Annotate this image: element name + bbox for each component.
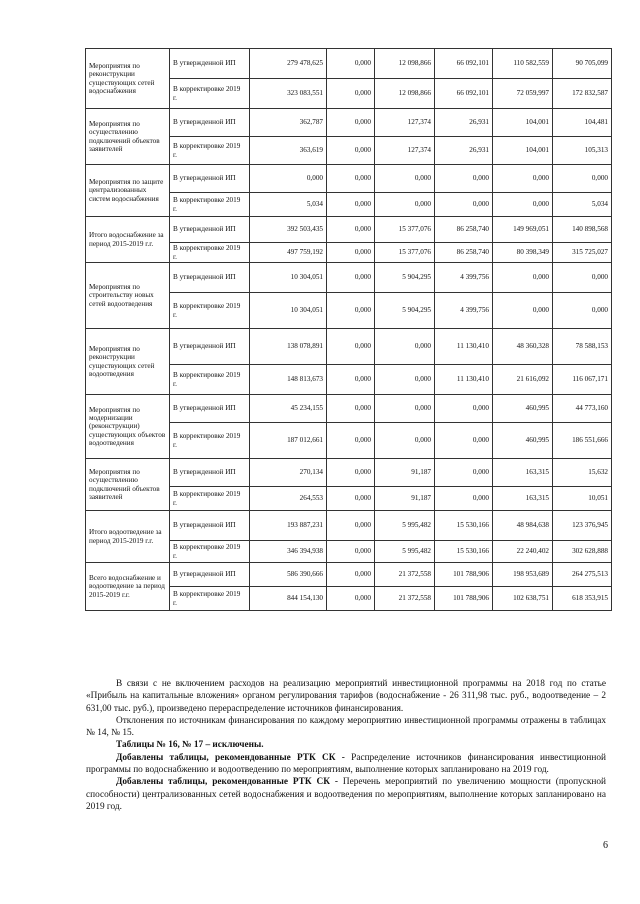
value-cell: 15 530,166 [435, 541, 493, 563]
value-cell: 45 234,155 [250, 395, 327, 423]
value-cell: 10,051 [553, 487, 612, 511]
value-cell: 0,000 [327, 137, 375, 165]
value-cell: 0,000 [435, 395, 493, 423]
row-label: В утвержденной ИП [170, 563, 250, 587]
body-text [86, 678, 606, 813]
value-cell: 0,000 [327, 563, 375, 587]
row-label: В корректировке 2019 г. [170, 423, 250, 459]
value-cell: 0,000 [327, 395, 375, 423]
value-cell: 66 092,101 [435, 49, 493, 79]
value-cell: 0,000 [435, 459, 493, 487]
row-label: В утвержденной ИП [170, 109, 250, 137]
value-cell: 91,187 [375, 487, 435, 511]
value-cell: 5 904,295 [375, 263, 435, 293]
value-cell: 21 372,558 [375, 563, 435, 587]
paragraph-4 [86, 752, 606, 777]
value-cell: 5,034 [553, 193, 612, 217]
value-cell: 123 376,945 [553, 511, 612, 541]
value-cell: 44 773,160 [553, 395, 612, 423]
value-cell: 362,787 [250, 109, 327, 137]
added-tables-text-2: Перечень мероприятий по увеличению мощности (пропускной способности) централизованных сетей водоснабжения и водоотведения по мероприятиям, выполнение которых запланировано на 2019 год. [86, 777, 606, 812]
value-cell: 0,000 [493, 193, 553, 217]
value-cell: 12 098,866 [375, 49, 435, 79]
value-cell: 363,619 [250, 137, 327, 165]
value-cell: 0,000 [327, 365, 375, 395]
value-cell: 0,000 [250, 165, 327, 193]
row-label: В утвержденной ИП [170, 329, 250, 365]
value-cell: 11 130,410 [435, 329, 493, 365]
value-cell: 21 616,092 [493, 365, 553, 395]
value-cell: 0,000 [375, 329, 435, 365]
table-row [86, 109, 612, 137]
row-label: В утвержденной ИП [170, 217, 250, 243]
value-cell: 48 984,638 [493, 511, 553, 541]
value-cell: 86 258,740 [435, 243, 493, 263]
value-cell: 0,000 [327, 109, 375, 137]
value-cell: 66 092,101 [435, 79, 493, 109]
value-cell: 0,000 [327, 511, 375, 541]
value-cell: 0,000 [375, 423, 435, 459]
value-cell: 0,000 [327, 79, 375, 109]
paragraph-1: В связи с не включением расходов на реализацию мероприятий инвестиционной программы на 2018 год по статье «Прибыль на капитальные вложения» органом регулирования тарифов (водоснабжение - 26 311,98 тыс. руб., водоотведение – 2 631,00 тыс. руб.), произведено перераспределение источников финансирования. [86, 679, 606, 714]
page-number: 6 [603, 840, 608, 851]
table-row [86, 329, 612, 365]
value-cell: 80 398,349 [493, 243, 553, 263]
value-cell: 497 759,192 [250, 243, 327, 263]
paragraph-3 [86, 739, 606, 751]
value-cell: 138 078,891 [250, 329, 327, 365]
table-row [86, 217, 612, 243]
table-row [86, 395, 612, 423]
measure-name: Всего водоснабжение и водоотведение за период 2015-2019 г.г. [86, 563, 170, 611]
value-cell: 172 832,587 [553, 79, 612, 109]
value-cell: 0,000 [435, 193, 493, 217]
value-cell: 4 399,756 [435, 293, 493, 329]
value-cell: 0,000 [327, 217, 375, 243]
row-label: В корректировке 2019 г. [170, 587, 250, 611]
row-label: В утвержденной ИП [170, 511, 250, 541]
value-cell: 279 478,625 [250, 49, 327, 79]
value-cell: 15 377,076 [375, 217, 435, 243]
value-cell: 163,315 [493, 487, 553, 511]
row-label: В утвержденной ИП [170, 165, 250, 193]
value-cell: 104,001 [493, 109, 553, 137]
value-cell: 186 551,666 [553, 423, 612, 459]
value-cell: 0,000 [375, 165, 435, 193]
value-cell: 104,001 [493, 137, 553, 165]
row-label: В корректировке 2019 г. [170, 137, 250, 165]
tables-excluded-note: Таблицы № 16, № 17 – исключены. [116, 740, 264, 751]
value-cell: 264 275,513 [553, 563, 612, 587]
value-cell: 116 067,171 [553, 365, 612, 395]
value-cell: 91,187 [375, 459, 435, 487]
value-cell: 163,315 [493, 459, 553, 487]
value-cell: 0,000 [493, 293, 553, 329]
investment-table [85, 48, 612, 611]
value-cell: 0,000 [375, 395, 435, 423]
value-cell: 270,134 [250, 459, 327, 487]
paragraph-5 [86, 776, 606, 813]
value-cell: 618 353,915 [553, 587, 612, 611]
measure-name: Мероприятия по реконструкции существующих сетей водоснабжения [86, 49, 170, 109]
measure-name: Мероприятия по модернизации (реконструкции) существующих объектов водоотведения [86, 395, 170, 459]
value-cell: 0,000 [327, 293, 375, 329]
value-cell: 0,000 [553, 293, 612, 329]
value-cell: 586 390,666 [250, 563, 327, 587]
value-cell: 0,000 [435, 423, 493, 459]
row-label: В корректировке 2019 г. [170, 487, 250, 511]
value-cell: 90 705,099 [553, 49, 612, 79]
value-cell: 193 887,231 [250, 511, 327, 541]
added-tables-label-1: Добавлены таблицы, рекомендованные РТК СК - [116, 752, 345, 763]
value-cell: 0,000 [327, 193, 375, 217]
value-cell: 0,000 [493, 165, 553, 193]
value-cell: 148 813,673 [250, 365, 327, 395]
value-cell: 140 898,568 [553, 217, 612, 243]
row-label: В утвержденной ИП [170, 263, 250, 293]
measure-name: Итого водоснабжение за период 2015-2019 г.г. [86, 217, 170, 263]
measure-name: Итого водоотведение за период 2015-2019 г.г. [86, 511, 170, 563]
value-cell: 187 012,661 [250, 423, 327, 459]
value-cell: 149 969,051 [493, 217, 553, 243]
value-cell: 22 240,402 [493, 541, 553, 563]
value-cell: 198 953,689 [493, 563, 553, 587]
row-label: В утвержденной ИП [170, 395, 250, 423]
table-row [86, 511, 612, 541]
value-cell: 78 588,153 [553, 329, 612, 365]
paragraph-2: Отклонения по источникам финансирования по каждому мероприятию инвестиционной программы отражены в таблицах № 14, № 15. [86, 715, 606, 739]
value-cell: 346 394,938 [250, 541, 327, 563]
value-cell: 0,000 [327, 263, 375, 293]
value-cell: 0,000 [327, 243, 375, 263]
measure-name: Мероприятия по осуществлению подключений объектов заявителей [86, 109, 170, 165]
value-cell: 5,034 [250, 193, 327, 217]
value-cell: 4 399,756 [435, 263, 493, 293]
value-cell: 315 725,027 [553, 243, 612, 263]
table-row [86, 49, 612, 79]
value-cell: 11 130,410 [435, 365, 493, 395]
value-cell: 0,000 [435, 487, 493, 511]
value-cell: 264,553 [250, 487, 327, 511]
value-cell: 0,000 [493, 263, 553, 293]
value-cell: 21 372,558 [375, 587, 435, 611]
value-cell: 0,000 [327, 423, 375, 459]
value-cell: 0,000 [327, 541, 375, 563]
measure-name: Мероприятия по защите централизованных систем водоснабжения [86, 165, 170, 217]
value-cell: 844 154,130 [250, 587, 327, 611]
value-cell: 12 098,866 [375, 79, 435, 109]
value-cell: 5 995,482 [375, 511, 435, 541]
value-cell: 15,632 [553, 459, 612, 487]
table-row [86, 563, 612, 587]
value-cell: 323 083,551 [250, 79, 327, 109]
value-cell: 101 788,906 [435, 587, 493, 611]
value-cell: 26,931 [435, 137, 493, 165]
table-row [86, 459, 612, 487]
value-cell: 0,000 [553, 263, 612, 293]
row-label: В утвержденной ИП [170, 49, 250, 79]
value-cell: 72 059,997 [493, 79, 553, 109]
value-cell: 0,000 [327, 587, 375, 611]
value-cell: 0,000 [327, 459, 375, 487]
measure-name: Мероприятия по строительству новых сетей водоотведения [86, 263, 170, 329]
value-cell: 48 360,328 [493, 329, 553, 365]
value-cell: 10 304,051 [250, 263, 327, 293]
value-cell: 0,000 [327, 329, 375, 365]
row-label: В корректировке 2019 г. [170, 293, 250, 329]
table-row [86, 263, 612, 293]
value-cell: 15 377,076 [375, 243, 435, 263]
value-cell: 0,000 [327, 487, 375, 511]
value-cell: 15 530,166 [435, 511, 493, 541]
value-cell: 0,000 [375, 365, 435, 395]
value-cell: 127,374 [375, 137, 435, 165]
value-cell: 302 628,888 [553, 541, 612, 563]
value-cell: 102 638,751 [493, 587, 553, 611]
added-tables-label-2: Добавлены таблицы, рекомендованные РТК СК - [116, 777, 338, 788]
value-cell: 86 258,740 [435, 217, 493, 243]
value-cell: 26,931 [435, 109, 493, 137]
value-cell: 101 788,906 [435, 563, 493, 587]
value-cell: 5 995,482 [375, 541, 435, 563]
value-cell: 127,374 [375, 109, 435, 137]
row-label: В корректировке 2019 г. [170, 79, 250, 109]
value-cell: 0,000 [327, 49, 375, 79]
value-cell: 460,995 [493, 423, 553, 459]
value-cell: 0,000 [553, 165, 612, 193]
value-cell: 104,481 [553, 109, 612, 137]
measure-name: Мероприятия по реконструкции существующих сетей водоотведения [86, 329, 170, 395]
row-label: В корректировке 2019 г. [170, 541, 250, 563]
row-label: В корректировке 2019 г. [170, 243, 250, 263]
added-tables-text-1: Распределение источников финансирования инвестиционной программы по водоснабжению и водоотведению по мероприятиям, выполнение которых запланировано на 2019 год. [86, 752, 606, 776]
value-cell: 110 582,559 [493, 49, 553, 79]
row-label: В корректировке 2019 г. [170, 365, 250, 395]
value-cell: 0,000 [327, 165, 375, 193]
value-cell: 392 503,435 [250, 217, 327, 243]
row-label: В утвержденной ИП [170, 459, 250, 487]
value-cell: 5 904,295 [375, 293, 435, 329]
value-cell: 105,313 [553, 137, 612, 165]
table-row [86, 165, 612, 193]
value-cell: 0,000 [375, 193, 435, 217]
measure-name: Мероприятия по осуществлению подключений объектов заявителей [86, 459, 170, 511]
row-label: В корректировке 2019 г. [170, 193, 250, 217]
value-cell: 460,995 [493, 395, 553, 423]
value-cell: 0,000 [435, 165, 493, 193]
value-cell: 10 304,051 [250, 293, 327, 329]
